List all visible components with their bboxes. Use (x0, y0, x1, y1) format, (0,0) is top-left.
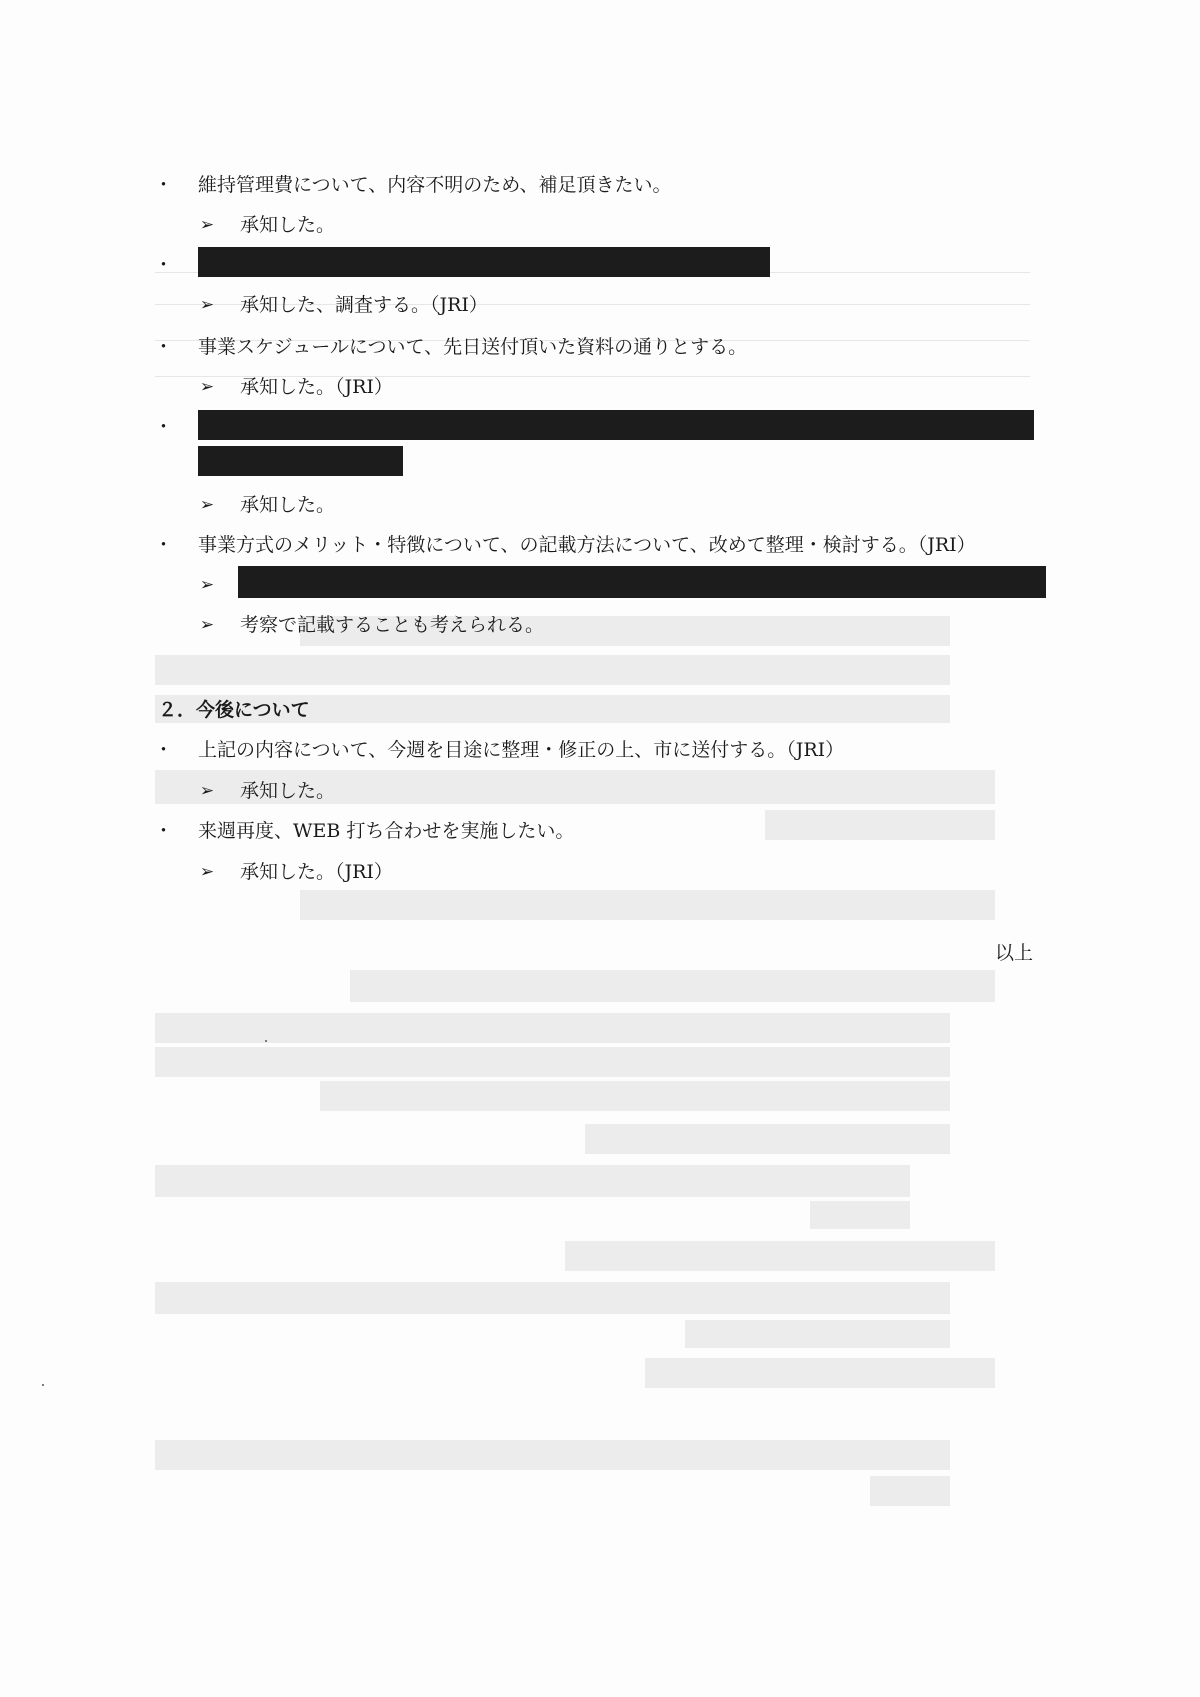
item-7-arrow: ➢ (199, 495, 215, 515)
section-2-item-2-text: 来週再度、WEB 打ち合わせを実施したい。 (198, 820, 575, 842)
item-3-arrow: ➢ (199, 295, 215, 315)
section-2-item-3-text: 承知した。（JRI） (240, 861, 393, 883)
ghost-block (300, 890, 995, 920)
item-7-text: 承知した。 (240, 494, 336, 516)
redaction-bar (238, 566, 1046, 598)
item-8-bullet: ・ (154, 534, 174, 556)
ghost-block (155, 1165, 910, 1197)
section-2-item-0-bullet: ・ (154, 739, 174, 761)
item-1-arrow: ➢ (199, 215, 215, 235)
ghost-block (565, 1241, 995, 1271)
section-2-heading: ２．今後について (158, 699, 310, 721)
item-0-bullet: ・ (154, 174, 174, 196)
item-4-text: 事業スケジュールについて、先日送付頂いた資料の通りとする。 (198, 336, 748, 358)
section-2-item-2-bullet: ・ (154, 820, 174, 842)
ghost-block (870, 1476, 950, 1506)
ghost-block (155, 1282, 950, 1314)
item-4-bullet: ・ (154, 336, 174, 358)
item-9-arrow: ➢ (199, 575, 215, 595)
section-2-item-3-arrow: ➢ (199, 862, 215, 882)
ghost-block (320, 1081, 950, 1111)
ghost-block (155, 1013, 950, 1043)
ghost-block (155, 1047, 950, 1077)
item-0-text: 維持管理費について、内容不明のため、補足頂きたい。 (198, 174, 672, 196)
redaction-bar (198, 446, 403, 476)
ghost-block (765, 810, 995, 840)
scan-speck (42, 1384, 44, 1386)
ghost-block (350, 970, 995, 1002)
ghost-block (585, 1124, 950, 1154)
item-1-text: 承知した。 (240, 214, 336, 236)
ghost-block (685, 1320, 950, 1348)
item-5-text: 承知した。（JRI） (240, 376, 393, 398)
redaction-bar (198, 247, 770, 277)
item-10-arrow: ➢ (199, 615, 215, 635)
section-2-item-1-text: 承知した。 (240, 780, 336, 802)
redaction-bar (198, 410, 1034, 440)
item-3-text: 承知した、調査する。（JRI） (240, 294, 488, 316)
section-2-item-1-arrow: ➢ (199, 781, 215, 801)
item-8-text: 事業方式のメリット・特徴について、の記載方法について、改めて整理・検討する。（JRI） (198, 534, 976, 556)
section-2-item-0-text: 上記の内容について、今週を目途に整理・修正の上、市に送付する。（JRI） (198, 739, 845, 761)
item-5-arrow: ➢ (199, 377, 215, 397)
item-10-text: 考察で記載することも考えられる。 (240, 614, 545, 636)
closing-mark: 以上 (995, 942, 1034, 964)
scan-speck (265, 1040, 267, 1042)
item-6-bullet: ・ (154, 416, 174, 438)
ghost-block (810, 1201, 910, 1229)
item-2-bullet: ・ (154, 254, 174, 276)
ghost-block (155, 655, 950, 685)
ghost-block (155, 1440, 950, 1470)
ghost-block (645, 1358, 995, 1388)
